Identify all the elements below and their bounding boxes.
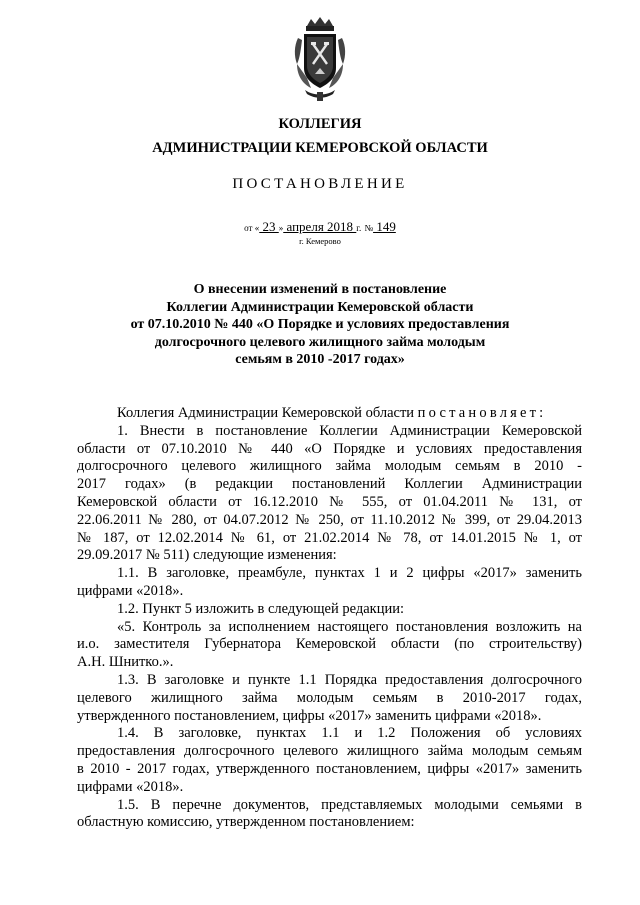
title-line: от 07.10.2010 № 440 «О Порядке и условиях предоставления [130,317,510,332]
paragraph-line: 1.4. В заголовке, пунктах 1.1 и 1.2 Положения об условиях [117,725,582,742]
date-line [0,219,640,235]
title-line: долгосрочного целевого жилищного займа молодым [154,334,486,350]
coat-of-arms-icon [293,16,347,102]
paragraph-line: 1.2. Пункт 5 изложить в следующей редакции: [117,600,405,617]
intro-text: Коллегия Администрации Кемеровской области [117,405,415,421]
paragraph-line: области от 07.10.2010 № 440 «О Порядке и условиях предоставления [77,440,582,457]
document-title [60,281,580,369]
paragraph-line: 1. Внести в постановление Коллегии Администрации Кемеровской [117,422,582,439]
title-line: семьям в 2010 -2017 годах» [235,352,405,367]
date-mid: » [278,223,284,233]
paragraph-line: предоставления долгосрочного целевого жилищного займа молодым семьям [77,743,582,760]
paragraph-line: 2017 годах» (в редакции постановлений Коллегии Администрации [77,476,582,493]
document-type: ПОСТАНОВЛЕНИЕ [232,176,408,192]
paragraph-line: Кемеровской области от 16.12.2010 № 555, от 01.04.2011 № 131, от [77,493,582,510]
intro-decree-word: постановляет: [417,405,547,421]
paragraph-line: в 2010 - 2017 годах, утвержденного постановлением, цифры «2017» заменить [77,760,582,777]
title-line: Коллегии Администрации Кемеровской области [166,299,474,315]
paragraph-line: цифрами «2018». [77,778,184,795]
paragraph-line: утвержденного постановлением, цифры «2017» заменить цифрами «2018». [77,707,542,724]
paragraph-line: 22.06.2011 № 280, от 04.07.2012 № 250, от 11.10.2012 № 399, от 29.04.2013 [77,511,582,528]
document-body [77,405,582,832]
paragraph-line: долгосрочного целевого жилищного займа молодым семьям в 2010 - [77,458,582,475]
city-name: г. Кемерово [299,236,341,246]
org-title-line1: КОЛЛЕГИЯ [278,116,362,132]
date-year-suffix: г. [356,223,362,233]
intro-paragraph [77,405,582,423]
paragraph-line: «5. Контроль за исполнением настоящего постановления возложить на [117,618,582,635]
paragraph-line: областную комиссию, утвержденном постановлением: [77,814,415,831]
paragraph-line: и.о. заместителя Губернатора Кемеровской области (по строительству) [77,636,582,653]
date-day: 23 [259,219,279,234]
title-line: О внесении изменений в постановление [193,282,447,297]
date-month-year: апреля 2018 [283,219,357,234]
paragraph-line: № 187, от 12.02.2014 № 61, от 21.02.2014 № 78, от 14.01.2015 № 1, от [77,529,582,546]
org-title-line2: АДМИНИСТРАЦИИ КЕМЕРОВСКОЙ ОБЛАСТИ [152,140,488,156]
date-prefix: от « [244,223,260,233]
paragraph-line: 1.1. В заголовке, преамбуле, пунктах 1 и 2 цифры «2017» заменить [117,565,582,582]
paragraph-line: 1.5. В перечне документов, представляемых молодыми семьями в [117,796,582,813]
paragraph-line: целевого жилищного займа молодым семьям в 2010-2017 годах, [77,689,582,706]
paragraph-line: цифрами «2018». [77,582,184,599]
number-label: № [364,223,374,233]
paragraph-line: А.Н. Шнитко.». [77,654,174,671]
document-number: 149 [373,219,396,234]
paragraph-line: 1.3. В заголовке и пункте 1.1 Порядка предоставления долгосрочного [117,671,582,688]
paragraph-line: 29.09.2017 № 511) следующие изменения: [77,547,337,564]
